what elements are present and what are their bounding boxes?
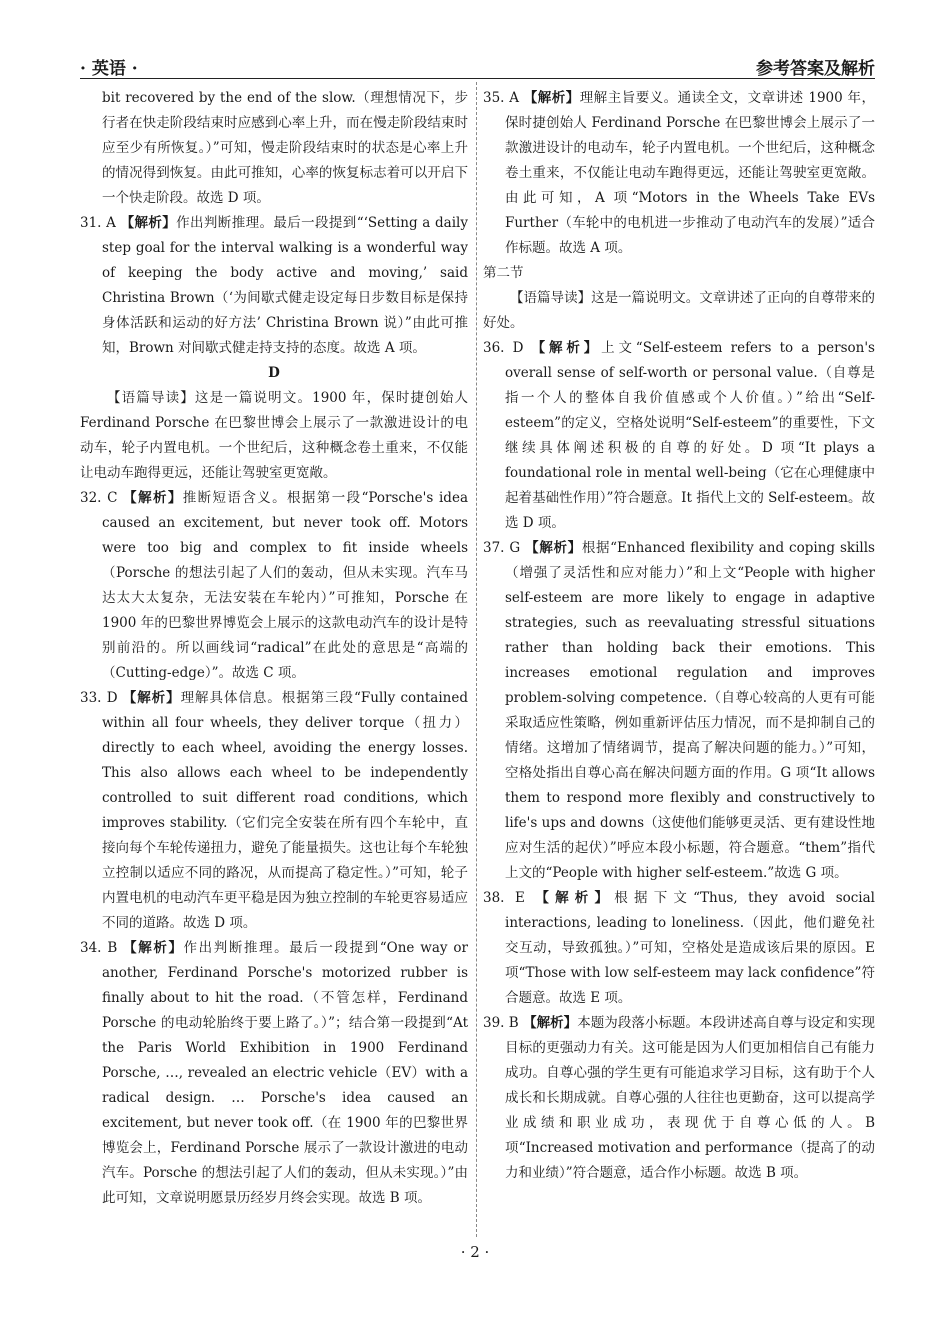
answer-item	[483, 86, 875, 261]
answer-item	[483, 536, 875, 886]
subject-label: · 英语 ·	[80, 59, 138, 79]
answer-number: 32. C	[80, 490, 124, 506]
answer-text: 根据下文“Thus, they avoid social interactions, leading to loneliness.（因此，他们避免社交互动，导致孤独。）”可知，空格处是造成该后果的原因。E 项“Those with low self-esteem may lack confidence”符合题意。故选 E 项。	[505, 890, 875, 1006]
page-number: · 2 ·	[460, 1243, 490, 1261]
answer-item	[80, 486, 468, 686]
answer-item	[80, 936, 468, 1211]
answer-text: 理解主旨要义。通读全文，文章讲述 1900 年，保时捷创始人 Ferdinand Porsche 在巴黎世博会上展示了一款激进设计的电动车，轮子内置电机。一个世纪后，这种概念卷土重来，不仅能让电动车跑得更远，还能让驾驶室更宽敞。由此可知，A 项“Motors in the Wheels Take EVs Further（车轮中的电机进一步推动了电动汽车的发展）”适合作标题。故选 A 项。	[505, 90, 875, 256]
reading-guide: 【语篇导读】这是一篇说明文。文章讲述了正向的自尊带来的好处。	[483, 290, 875, 331]
answer-number: 36. D	[483, 340, 532, 356]
analysis-tag: 【解析】	[120, 215, 177, 231]
answer-text: 作出判断推理。最后一段提到“‘Setting a daily step goal for the interval walking is a wonderful way of keeping the body active and moving,’ said Christina Brown（‘为间歇式健走设定每日步数目标是保持身体活跃和运动的好方法’ Christina Brown 说）”由此可推知，Brown 对间歇式健走持支持的态度。故选 A 项。	[102, 215, 468, 356]
answer-number: 31. A	[80, 215, 121, 231]
section-heading: D	[268, 365, 280, 381]
answer-text: 上文“Self-esteem refers to a person's overall sense of self-worth or personal value.（自尊是指一个人的整体自我价值感或个人价值。）”给出“Self-esteem”的定义，空格处说明“Self-esteem”的重要性，下文继续具体阐述积极的自尊的好处。D 项“It plays a foundational role in mental well-being（它在心理健康中起着基础性作用）”符合题意。It 指代上文的 Self-esteem。故选 D 项。	[505, 340, 875, 531]
answer-number: 38. E	[483, 890, 536, 906]
header-title: 参考答案及解析	[756, 59, 875, 79]
answer-item	[80, 211, 468, 361]
answer-item	[483, 336, 875, 536]
answer-text: 根据“Enhanced flexibility and coping skills（增强了灵活性和应对能力）”和上文“People with higher self-esteem are more likely to engage in adaptive strategies, such as reevaluating stressful situations rather than holding back their emotions. This increases emotional regulation and improves problem-solving competence.（自尊心较高的人更有可能采取适应性策略，例如重新评估压力情况，而不是抑制自己的情绪。这增加了情绪调节，提高了解决问题的能力。）”可知，空格处指出自尊心高在解决问题方面的作用。G 项“It allows them to respond more flexibly and constructively to life's ups and downs（这使他们能够更灵活、更有建设性地应对生活的起伏）”呼应本段小标题，符合题意。“them”指代上文的“People with higher self-esteem.”故选 G 项。	[505, 540, 875, 881]
answer-text: 本题为段落小标题。本段讲述高自尊与设定和实现目标的更强动力有关。这可能是因为人们更加相信自己有能力成功。自尊心强的学生更有可能追求学习目标，这有助于个人成长和长期成就。自尊心强的人往往也更勤奋，这可以提高学业成绩和职业成功，表现优于自尊心低的人。B 项“Increased motivation and performance（提高了的动力和业绩）”符合题意，适合作小标题。故选 B 项。	[505, 1015, 876, 1181]
analysis-tag: 【解析】	[531, 340, 602, 356]
column-divider	[476, 82, 477, 1237]
section-label: 第二节	[483, 265, 524, 281]
analysis-tag: 【解析】	[523, 90, 580, 106]
answer-item	[483, 886, 875, 1011]
reading-guide: 【语篇导读】这是一篇说明文。1900 年，保时捷创始人 Ferdinand Porsche 在巴黎世博会上展示了一款激进设计的电动车，轮子内置电机。一个世纪后，这种概念卷土重来，不仅能让电动车跑得更远，还能让驾驶室更宽敞。	[80, 390, 468, 481]
analysis-tag: 【解析】	[525, 540, 582, 556]
analysis-tag: 【解析】	[535, 890, 615, 906]
continued-text: bit recovered by the end of the slow.（理想情况下，步行者在快走阶段结束时应感到心率上升，而在慢走阶段结束时应至少有所恢复。）”可知，慢走阶段结束时的状态是心率上升的情况得到恢复。由此可推知，心率的恢复标志着可以开启下一个快走阶段。故选 D 项。	[102, 90, 468, 206]
left-column	[80, 86, 468, 1211]
analysis-tag: 【解析】	[123, 940, 184, 956]
answer-text: 推断短语含义。根据第一段“Porsche's idea caused an excitement, but never took off. Motors were too big and complex to fit inside wheels（Porsche 的想法引起了人们的轰动，但从未实现。汽车马达太大太复杂，无法安装在车轮内）”可推知，Porsche 在 1900 年的巴黎世界博览会上展示的这款电动汽车的设计是特别前沿的。所以画线词“radical”在此处的意思是“高端的（Cutting-edge）”。故选 C 项。	[102, 490, 468, 681]
answer-text: 理解具体信息。根据第三段“Fully contained within all four wheels, they deliver torque（扭力）directly to each wheel, avoiding the energy losses. This also allows each wheel to be independently controlled to suit different road conditions, which improves stability.（它们完全安装在所有四个车轮中，直接向每个车轮传递扭力，避免了能量损失。这也让每个车轮独立控制以适应不同的路况，从而提高了稳定性。）”可知，轮子内置电机的电动汽车更平稳是因为独立控制的车轮更容易适应不同的道路。故选 D 项。	[102, 690, 468, 931]
answer-number: 33. D	[80, 690, 123, 706]
answer-number: 37. G	[483, 540, 526, 556]
analysis-tag: 【解析】	[122, 690, 181, 706]
answer-item	[483, 1011, 875, 1186]
answer-item	[80, 686, 468, 936]
answer-number: 34. B	[80, 940, 124, 956]
answer-number: 39. B	[483, 1015, 524, 1031]
right-column	[483, 86, 875, 1186]
page-header	[80, 50, 875, 79]
answer-number: 35. A	[483, 90, 524, 106]
analysis-tag: 【解析】	[523, 1015, 578, 1031]
answer-text: 作出判断推理。最后一段提到“One way or another, Ferdinand Porsche's motorized rubber is finally about to hit the road.（不管怎样，Ferdinand Porsche 的电动轮胎终于要上路了。）”；结合第一段提到“At the Paris World Exhibition in 1900 Ferdinand Porsche, …, revealed an electric vehicle（EV）with a radical design. … Porsche's idea caused an excitement, but never took off.（在 1900 年的巴黎世界博览会上，Ferdinand Porsche 展示了一款设计激进的电动汽车。Porsche 的想法引起了人们的轰动，但从未实现。）”由此可知，文章说明愿景历经岁月终会实现。故选 B 项。	[102, 940, 468, 1206]
analysis-tag: 【解析】	[123, 490, 183, 506]
